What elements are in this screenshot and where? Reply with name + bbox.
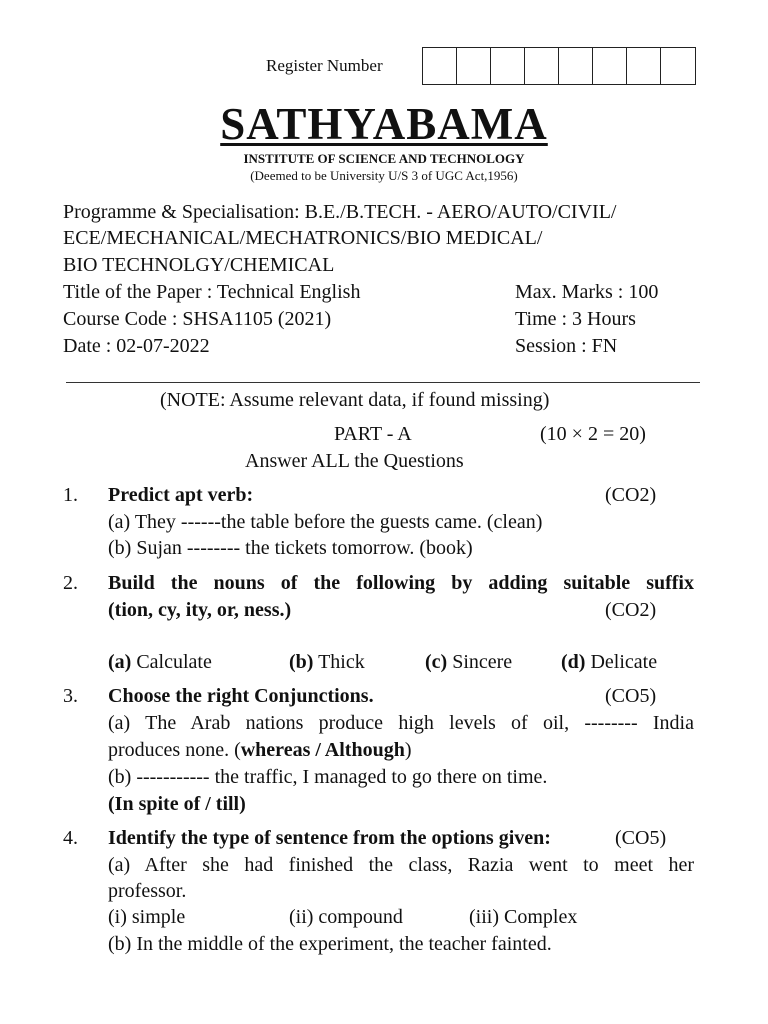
register-digit-box[interactable] xyxy=(525,48,559,84)
register-digit-box[interactable] xyxy=(423,48,457,84)
question-number: 2. xyxy=(63,572,78,594)
question-title-line-2: (tion, cy, ity, or, ness.) xyxy=(108,599,292,621)
question-title: Build the nouns of the following by adding suitable suffix xyxy=(108,572,694,594)
exam-date: Date : 02-07-2022 xyxy=(63,335,210,357)
question-part-a-line-2: professor. xyxy=(108,880,187,902)
question-part-b: (b) In the middle of the experiment, the teacher fainted. xyxy=(108,933,552,955)
option-iii: (iii) Complex xyxy=(469,906,578,928)
max-marks: Max. Marks : 100 xyxy=(515,281,659,303)
course-outcome: (CO5) xyxy=(615,827,667,849)
question-part-a: (a) They ------the table before the guests came. (clean) xyxy=(108,511,543,533)
option-ii: (ii) compound xyxy=(289,906,403,928)
option-a: (a) Calculate xyxy=(108,651,212,673)
institute-subtitle: INSTITUTE OF SCIENCE AND TECHNOLOGY xyxy=(243,151,525,166)
course-code: Course Code : SHSA1105 (2021) xyxy=(63,308,332,330)
exam-session: Session : FN xyxy=(515,335,618,357)
course-outcome: (CO2) xyxy=(605,484,657,506)
deemed-note: (Deemed to be University U/S 3 of UGC Act,1956) xyxy=(250,168,518,183)
part-instruction: Answer ALL the Questions xyxy=(245,450,464,472)
question-number: 1. xyxy=(63,484,78,506)
option-i: (i) simple xyxy=(108,906,186,928)
option-c: (c) Sincere xyxy=(425,651,513,673)
note-text: (NOTE: Assume relevant data, if found missing) xyxy=(160,389,550,411)
question-title: Identify the type of sentence from the options given: xyxy=(108,827,551,849)
programme-line-1: Programme & Specialisation: B.E./B.TECH. - AERO/AUTO/CIVIL/ xyxy=(63,201,617,223)
question-part-b-choices: (In spite of / till) xyxy=(108,793,246,815)
part-label: PART - A xyxy=(334,423,412,445)
question-part-b: (b) Sujan -------- the tickets tomorrow. (book) xyxy=(108,537,473,559)
question-number: 4. xyxy=(63,827,78,849)
register-digit-box[interactable] xyxy=(457,48,491,84)
question-title: Choose the right Conjunctions. xyxy=(108,685,374,707)
question-part-a-line-2: produces none. (whereas / Although) xyxy=(108,739,412,761)
question-number: 3. xyxy=(63,685,78,707)
question-part-a: (a) After she had finished the class, Razia went to meet her xyxy=(108,854,694,876)
part-marks: (10 × 2 = 20) xyxy=(540,423,646,445)
paper-title: Title of the Paper : Technical English xyxy=(63,281,361,303)
programme-line-3: BIO TECHNOLGY/CHEMICAL xyxy=(63,254,335,276)
exam-time: Time : 3 Hours xyxy=(515,308,636,330)
course-outcome: (CO5) xyxy=(605,685,657,707)
question-title: Predict apt verb: xyxy=(108,484,254,506)
question-part-a: (a) The Arab nations produce high levels of oil, -------- India xyxy=(108,712,694,734)
register-digit-box[interactable] xyxy=(627,48,661,84)
register-number-label: Register Number xyxy=(266,56,383,75)
option-d: (d) Delicate xyxy=(561,651,658,673)
course-outcome: (CO2) xyxy=(605,599,657,621)
option-b: (b) Thick xyxy=(289,651,365,673)
register-digit-box[interactable] xyxy=(559,48,593,84)
question-part-b: (b) ----------- the traffic, I managed to go there on time. xyxy=(108,766,548,788)
register-digit-box[interactable] xyxy=(593,48,627,84)
register-number-boxes[interactable] xyxy=(422,47,696,85)
register-digit-box[interactable] xyxy=(661,48,695,84)
university-name: SATHYABAMA xyxy=(220,99,548,149)
programme-line-2: ECE/MECHANICAL/MECHATRONICS/BIO MEDICAL/ xyxy=(63,227,543,249)
register-digit-box[interactable] xyxy=(491,48,525,84)
divider xyxy=(66,382,700,383)
